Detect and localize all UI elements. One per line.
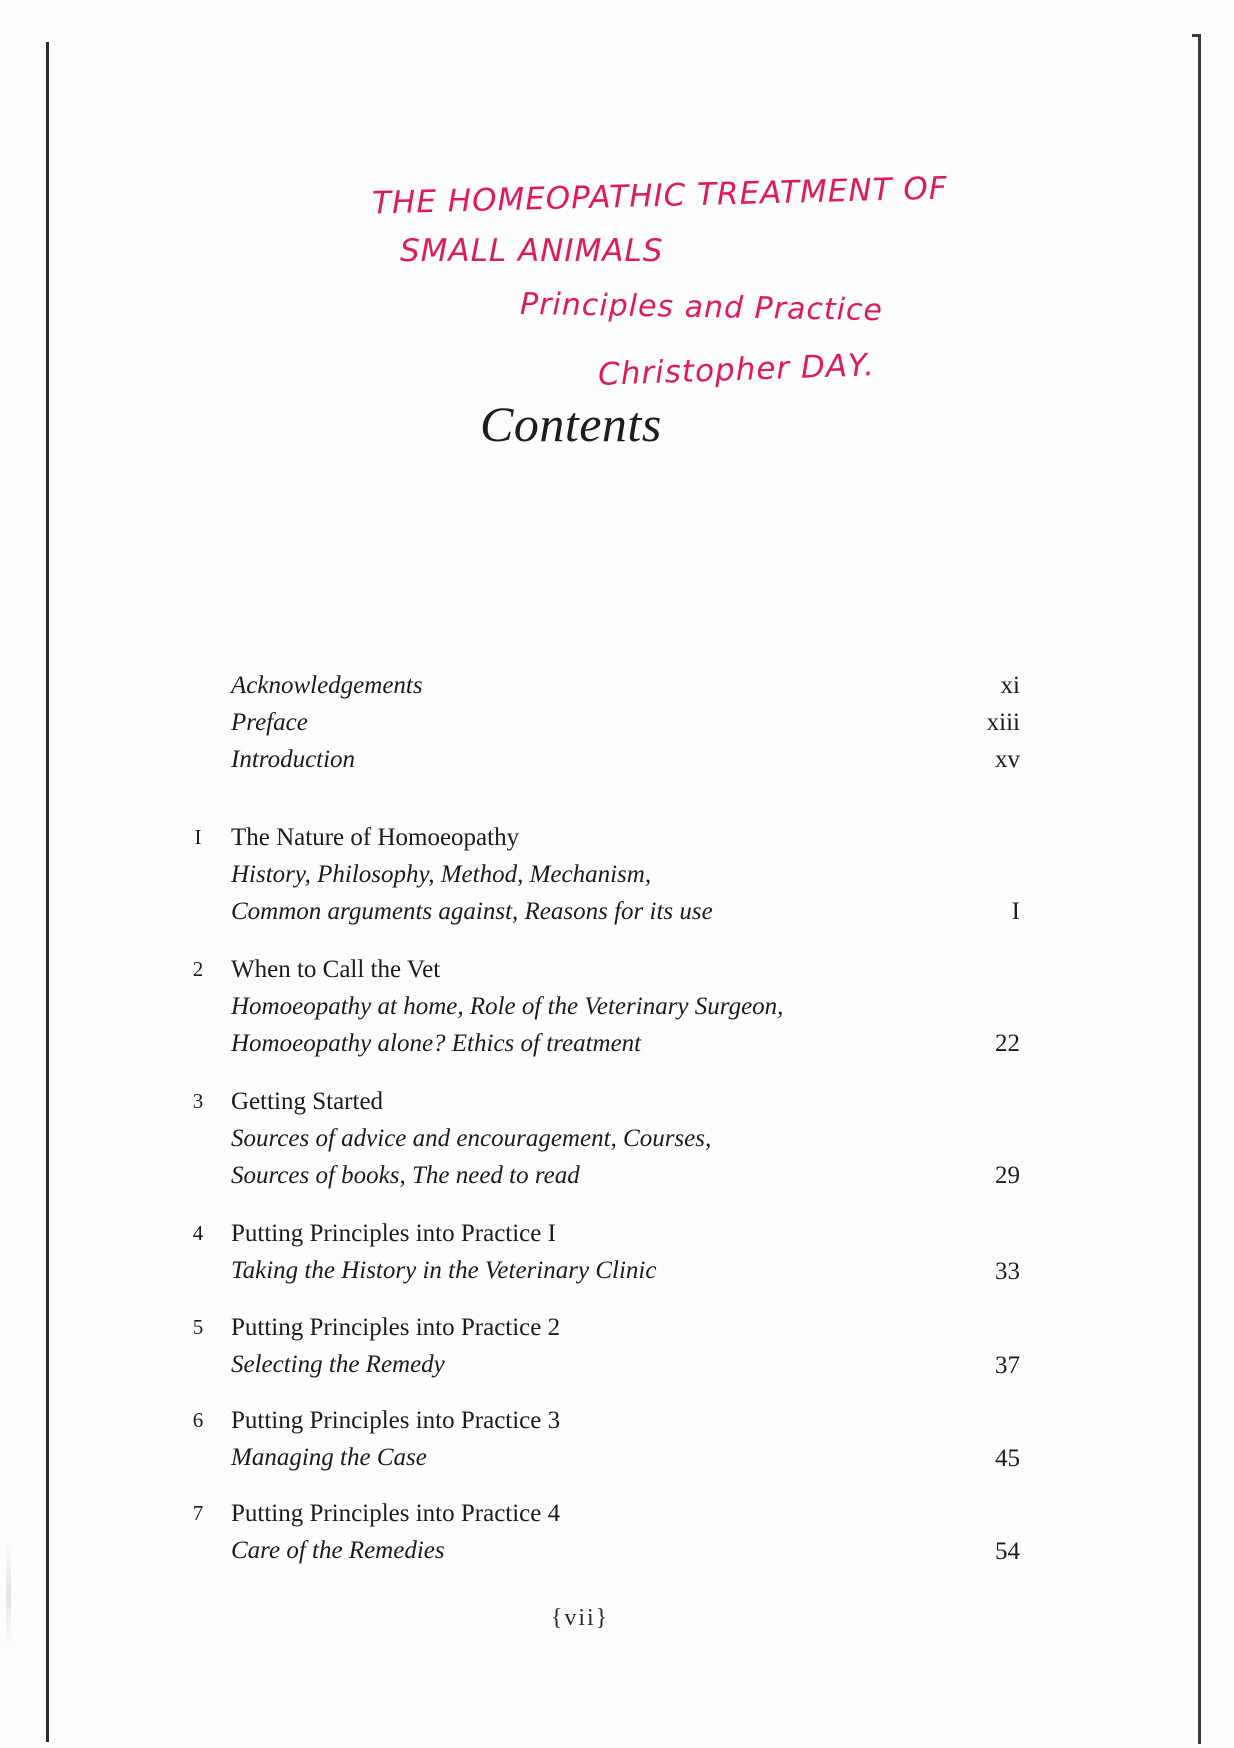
toc-entry-label: Introduction (231, 746, 356, 773)
toc-page-number: 45 (995, 1445, 1020, 1472)
chapter-number: 4 (192, 1221, 204, 1245)
toc-page-number: 37 (995, 1352, 1020, 1379)
chapter-description-line-1: Sources of advice and encouragement, Courses, (231, 1125, 712, 1152)
chapter-number: I (194, 825, 202, 849)
chapter-title: Putting Principles into Practice 3 (231, 1407, 561, 1434)
chapter-entry (231, 1402, 931, 1476)
chapter-title: When to Call the Vet (231, 956, 441, 983)
chapter-number: 2 (192, 957, 204, 981)
toc-page-number: xiii (986, 709, 1020, 736)
chapter-entry (231, 819, 931, 930)
chapter-description-line-1: History, Philosophy, Method, Mechanism, (231, 861, 652, 888)
handwritten-line-1: THE HOMEOPATHIC TREATMENT OF (371, 170, 948, 222)
chapter-entry (231, 1309, 931, 1383)
chapter-description-line-1: Selecting the Remedy (231, 1351, 445, 1378)
toc-page-number: xi (1000, 672, 1020, 699)
toc-page-number: 22 (995, 1030, 1020, 1057)
handwritten-annotation (0, 0, 1234, 420)
toc-page-number: 33 (995, 1258, 1020, 1285)
chapter-description-line-1: Managing the Case (231, 1444, 427, 1471)
scan-smudge (6, 1540, 11, 1650)
chapter-number: 5 (192, 1315, 204, 1339)
handwritten-line-2: SMALL ANIMALS (400, 233, 664, 269)
chapter-title: Getting Started (231, 1088, 384, 1115)
page-title: Contents (480, 396, 662, 452)
toc-page-number: 29 (995, 1162, 1020, 1189)
chapter-entry (231, 1495, 931, 1569)
chapter-title: The Nature of Homoeopathy (231, 824, 520, 851)
toc-page-number: xv (995, 746, 1020, 773)
chapter-description-line-1: Care of the Remedies (231, 1537, 445, 1564)
chapter-title: Putting Principles into Practice I (231, 1220, 556, 1247)
chapter-number: 7 (192, 1501, 204, 1525)
toc-page-number: 54 (995, 1538, 1020, 1565)
toc-entry-label: Acknowledgements (231, 672, 423, 699)
page-folio: {vii} (550, 1605, 610, 1631)
handwritten-line-3: Principles and Practice (519, 286, 884, 329)
chapter-description-line-2: Sources of books, The need to read (231, 1162, 580, 1189)
toc-page-number: I (1011, 898, 1020, 925)
chapter-title: Putting Principles into Practice 2 (231, 1314, 561, 1341)
chapter-description-line-1: Homoeopathy at home, Role of the Veterinary Surgeon, (231, 993, 784, 1020)
chapter-entry (231, 951, 931, 1062)
chapter-entry (231, 1215, 931, 1289)
chapter-entry (231, 1083, 931, 1194)
chapter-description-line-1: Taking the History in the Veterinary Clinic (231, 1257, 657, 1284)
chapter-number: 6 (192, 1408, 204, 1432)
chapter-title: Putting Principles into Practice 4 (231, 1500, 561, 1527)
chapter-number: 3 (192, 1089, 204, 1113)
handwritten-line-4: Christopher DAY. (597, 347, 876, 393)
chapter-description-line-2: Homoeopathy alone? Ethics of treatment (231, 1030, 642, 1057)
chapter-description-line-2: Common arguments against, Reasons for its use (231, 898, 713, 925)
toc-entry-label: Preface (231, 709, 308, 736)
